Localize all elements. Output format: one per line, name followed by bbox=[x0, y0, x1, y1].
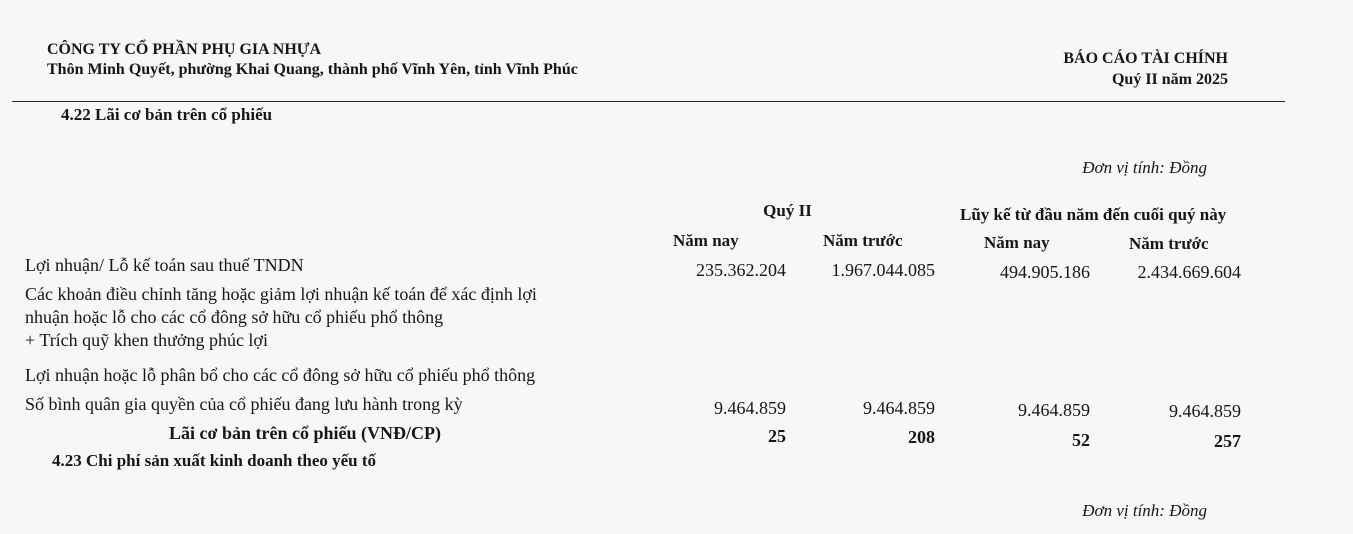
row-label-profit: Lợi nhuận/ Lỗ kế toán sau thuế TNDN bbox=[25, 255, 304, 275]
row-label-allocated-profit: Lợi nhuận hoặc lỗ phân bổ cho các cổ đông sở hữu cổ phiếu phổ thông bbox=[25, 365, 536, 385]
eps-this-year-ytd: 52 bbox=[1072, 430, 1090, 450]
row-label-adjustments-line2: nhuận hoặc lỗ cho các cổ đông sở hữu cổ phiếu phổ thông bbox=[25, 307, 444, 327]
eps-prev-year-quarter: 208 bbox=[908, 427, 935, 447]
shares-prev-year-ytd: 9.464.859 bbox=[1169, 401, 1241, 421]
shares-this-year-ytd: 9.464.859 bbox=[1018, 400, 1090, 420]
company-address: Thôn Minh Quyết, phường Khai Quang, thành phố Vĩnh Yên, tỉnh Vĩnh Phúc bbox=[47, 61, 578, 78]
row-label-eps: Lãi cơ bản trên cổ phiếu (VNĐ/CP) bbox=[169, 423, 441, 443]
col-header-prev-year-ytd: Năm trước bbox=[1129, 234, 1209, 253]
col-header-this-year-quarter: Năm nay bbox=[673, 231, 739, 250]
row-label-bonus-fund: + Trích quỹ khen thưởng phúc lợi bbox=[25, 330, 268, 350]
profit-prev-year-quarter: 1.967.044.085 bbox=[831, 260, 935, 280]
col-header-prev-year-quarter: Năm trước bbox=[823, 231, 903, 250]
col-header-this-year-ytd: Năm nay bbox=[984, 233, 1050, 252]
shares-prev-year-quarter: 9.464.859 bbox=[863, 398, 935, 418]
group-header-quarter: Quý II bbox=[763, 201, 812, 220]
eps-prev-year-ytd: 257 bbox=[1214, 431, 1241, 451]
unit-label: Đơn vị tính: Đồng bbox=[1082, 158, 1207, 177]
header-divider bbox=[12, 101, 1285, 102]
row-label-weighted-shares: Số bình quân gia quyền của cổ phiếu đang lưu hành trong kỳ bbox=[25, 394, 463, 414]
profit-this-year-ytd: 494.905.186 bbox=[1000, 262, 1090, 282]
shares-this-year-quarter: 9.464.859 bbox=[714, 398, 786, 418]
report-period: Quý II năm 2025 bbox=[1111, 71, 1228, 88]
row-label-adjustments-line1: Các khoản điều chỉnh tăng hoặc giảm lợi nhuận kế toán để xác định lợi bbox=[25, 284, 537, 304]
eps-this-year-quarter: 25 bbox=[768, 426, 786, 446]
profit-this-year-quarter: 235.362.204 bbox=[696, 260, 786, 280]
unit-label-4-23: Đơn vị tính: Đồng bbox=[1082, 501, 1207, 520]
section-title-4-22: 4.22 Lãi cơ bản trên cổ phiếu bbox=[61, 105, 273, 124]
profit-prev-year-ytd: 2.434.669.604 bbox=[1137, 262, 1241, 282]
group-header-ytd: Lũy kế từ đầu năm đến cuối quý này bbox=[960, 205, 1227, 224]
report-title: BÁO CÁO TÀI CHÍNH bbox=[1063, 50, 1228, 67]
section-title-4-23: 4.23 Chi phí sản xuất kinh doanh theo yếu tố bbox=[52, 451, 377, 470]
company-name: CÔNG TY CỔ PHẦN PHỤ GIA NHỰA bbox=[47, 41, 322, 58]
